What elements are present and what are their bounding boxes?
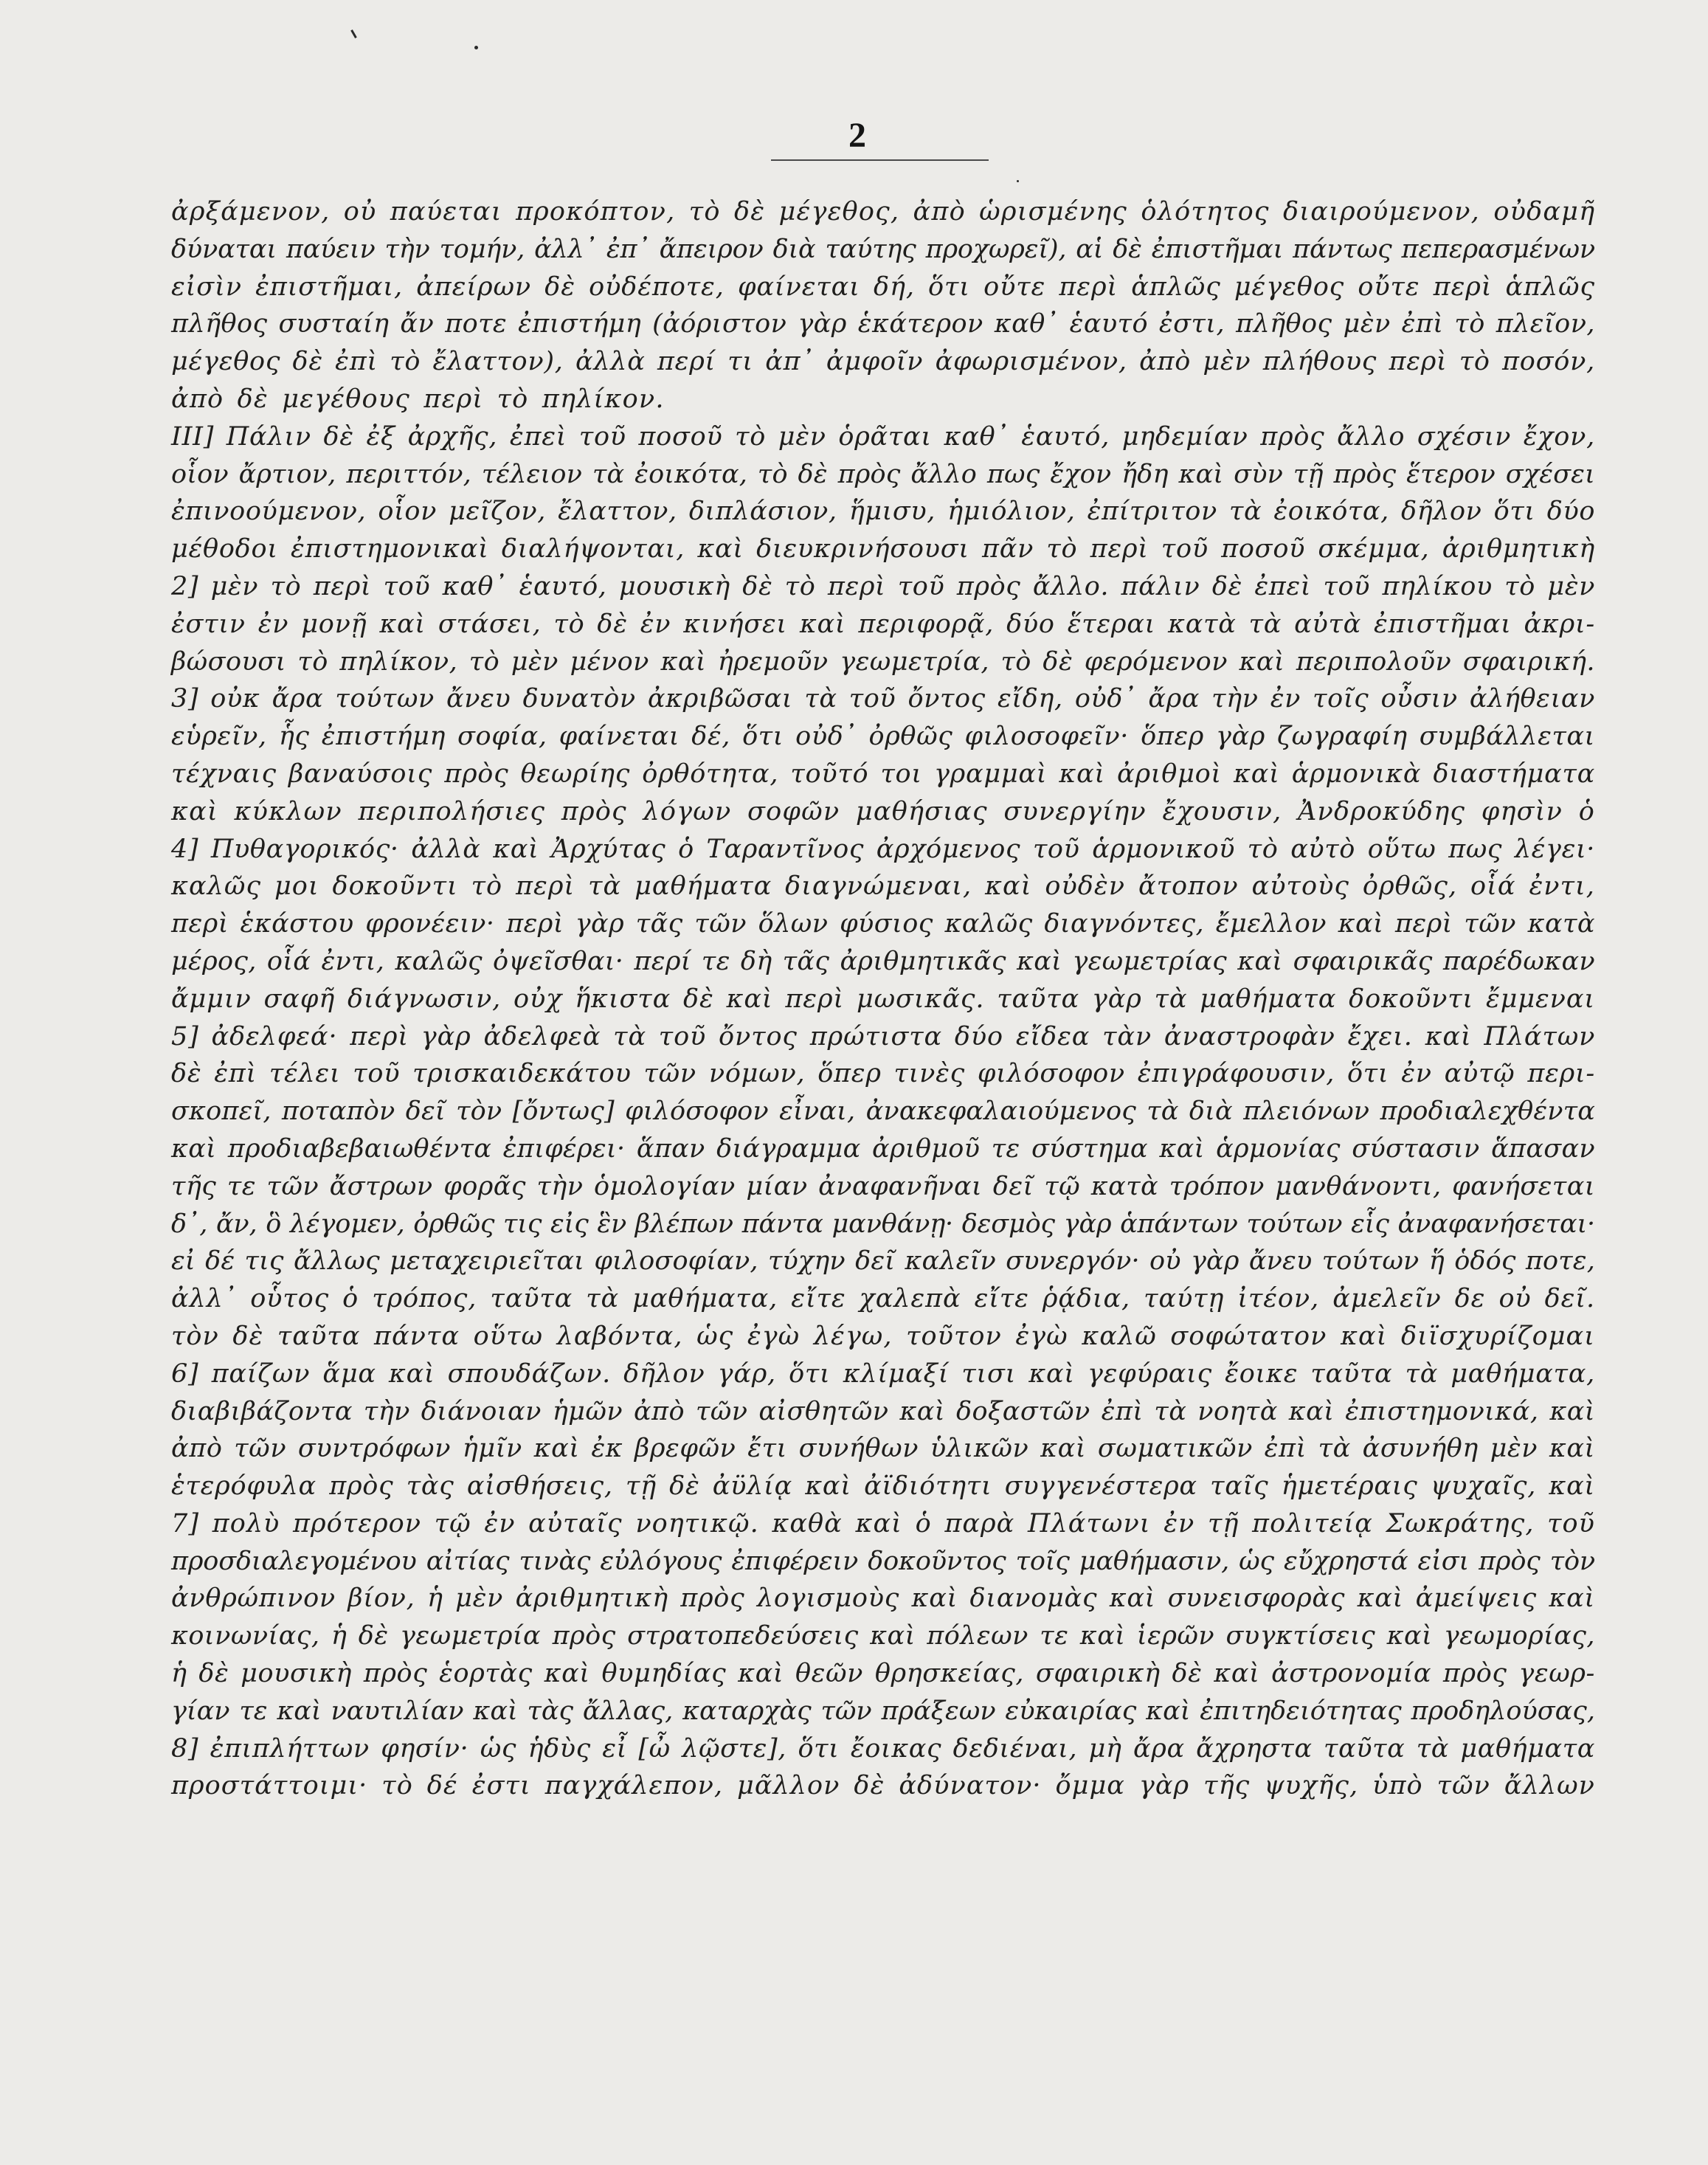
text-line: σκοπεῖ, ποταπὸν δεῖ τὸν [ὄντως] φιλόσοφον εἶναι, ἀνακεφαλαιούμενος τὰ διὰ πλειόνων προδιαλεχθέντα [171,1097,1595,1127]
text-line: εὑρεῖν, ἧς ἐπιστήμη σοφία, φαίνεται δέ, ὅτι οὐδ᾽ ὀρθῶς φιλοσοφεῖν· ὅπερ γὰρ ζωγραφίη συμβάλλεται [171,722,1595,752]
text-line: μέρος, οἷά ἐντι, καλῶς ὀψεῖσθαι· περί τε δὴ τᾶς ἀριθμητικᾶς καὶ γεωμετρίας καὶ σφαιρικᾶς παρέδωκαν [171,946,1595,976]
text-line: ἐπινοούμενον, οἷον μεῖζον, ἔλαττον, διπλάσιον, ἥμισυ, ἡμιόλιον, ἐπίτριτον τὰ ἐοικότα, δῆλον ὅτι δύο [171,497,1595,527]
text-line: δὲ ἐπὶ τέλει τοῦ τρισκαιδεκάτου τῶν νόμων, ὅπερ τινὲς φιλόσοφον ἐπιγράφουσιν, ὅτι ἐν αὐτῷ περι- [171,1059,1595,1089]
text-line: ἀλλ᾽ οὗτος ὁ τρόπος, ταῦτα τὰ μαθήματα, εἴτε χαλεπὰ εἴτε ῥᾴδια, ταύτῃ ἰτέον, ἀμελεῖν δε οὐ δεῖ. [171,1284,1595,1314]
text-line: ἀπὸ δὲ μεγέθους περὶ τὸ πηλίκον. [171,384,665,414]
text-line: τέχναις βαναύσοις πρὸς θεωρίης ὀρθότητα, τοῦτό τοι γραμμαὶ καὶ ἀριθμοὶ καὶ ἁρμονικὰ διαστήματα [171,759,1595,789]
text-line: III] Πάλιν δὲ ἐξ ἀρχῆς, ἐπεὶ τοῦ ποσοῦ τὸ μὲν ὁρᾶται καθ᾽ ἑαυτό, μηδεμίαν πρὸς ἄλλο σχέσιν ἔχον, [171,421,1595,452]
text-line: περὶ ἑκάστου φρονέειν· περὶ γὰρ τᾶς τῶν ὅλων φύσιος καλῶς διαγνόντες, ἔμελλον καὶ περὶ τῶν κατὰ [171,909,1595,939]
text-line: οἷον ἄρτιον, περιττόν, τέλειον τὰ ἐοικότα, τὸ δὲ πρὸς ἄλλο πως ἔχον ἤδη καὶ σὺν τῇ πρὸς ἕτερον σχέσει [171,459,1595,489]
text-line: 4] Πυθαγορικός· ἀλλὰ καὶ Ἀρχύτας ὁ Ταραντῖνος ἀρχόμενος τοῦ ἁρμονικοῦ τὸ αὐτὸ οὕτω πως λέγει· [171,834,1595,864]
text-line: μέθοδοι ἐπιστημονικαὶ διαλήψονται, καὶ διευκρινήσουσι πᾶν τὸ περὶ τοῦ ποσοῦ σκέμμα, ἀριθμητικὴ [171,534,1595,564]
text-line: ἄμμιν σαφῆ διάγνωσιν, οὐχ ἥκιστα δὲ καὶ περὶ μωσικᾶς. ταῦτα γὰρ τὰ μαθήματα δοκοῦντι ἔμμεναι [171,984,1595,1014]
text-line: τῆς τε τῶν ἄστρων φορᾶς τὴν ὁμολογίαν μίαν ἀναφανῆναι δεῖ τῷ κατὰ τρόπον μανθάνοντι, φανήσεται [171,1171,1595,1201]
text-line: 7] πολὺ πρότερον τῷ ἐν αὐταῖς νοητικῷ. καθὰ καὶ ὁ παρὰ Πλάτωνι ἐν τῇ πολιτείᾳ Σωκράτης, τοῦ [171,1508,1595,1539]
text-line: δύναται παύειν τὴν τομήν, ἀλλ᾽ ἐπ᾽ ἄπειρον διὰ ταύτης προχωρεῖ), αἱ δὲ ἐπιστῆμαι πάντως πεπερασμένων [171,234,1595,264]
text-line: δ᾽, ἄν, ὃ λέγομεν, ὀρθῶς τις εἰς ἓν βλέπων πάντα μανθάνῃ· δεσμὸς γὰρ ἁπάντων τούτων εἷς ἀναφανήσεται· [171,1209,1595,1239]
text-line: καὶ κύκλων περιπολήσιες πρὸς λόγων σοφῶν μαθήσιας συνεργίην ἔχουσιν, Ἀνδροκύδης φησὶν ὁ [171,796,1595,826]
text-line: πλῆθος συσταίη ἄν ποτε ἐπιστήμη (ἀόριστον γὰρ ἑκάτερον καθ᾽ ἑαυτό ἐστι, πλῆθος μὲν ἐπὶ τὸ πλεῖον, [171,309,1595,339]
ink-speck [474,46,478,49]
text-line: προστάττοιμι· τὸ δέ ἐστι παγχάλεπον, μᾶλλον δὲ ἀδύνατον· ὄμμα γὰρ τῆς ψυχῆς, ὑπὸ τῶν ἄλλων [171,1771,1595,1801]
text-line: καλῶς μοι δοκοῦντι τὸ περὶ τὰ μαθήματα διαγνώμεναι, καὶ οὐδὲν ἄτοπον αὐτοὺς ὀρθῶς, οἷά ἐντι, [171,871,1595,902]
text-line: ἐστιν ἐν μονῇ καὶ στάσει, τὸ δὲ ἐν κινήσει καὶ περιφορᾷ, δύο ἕτεραι κατὰ τὰ αὐτὰ ἐπιστῆμαι ἀκρι- [171,609,1595,639]
text-line: 3] οὐκ ἄρα τούτων ἄνευ δυνατὸν ἀκριβῶσαι τὰ τοῦ ὄντος εἴδη, οὐδ᾽ ἄρα τὴν ἐν τοῖς οὖσιν ἀλήθειαν [171,684,1595,714]
body-text [171,193,1595,1805]
text-line: διαβιβάζοντα τὴν διάνοιαν ἡμῶν ἀπὸ τῶν αἰσθητῶν καὶ δοξαστῶν ἐπὶ τὰ νοητὰ καὶ ἐπιστημονικά, καὶ [171,1396,1595,1426]
text-line: ἑτερόφυλα πρὸς τὰς αἰσθήσεις, τῇ δὲ ἀϋλίᾳ καὶ ἀϊδιότητι συγγενέστερα ταῖς ἡμετέραις ψυχαῖς, καὶ [171,1471,1595,1502]
text-line: καὶ προδιαβεβαιωθέντα ἐπιφέρει· ἅπαν διάγραμμα ἀριθμοῦ τε σύστημα καὶ ἁρμονίας σύστασιν ἅπασαν [171,1133,1595,1164]
text-line: μέγεθος δὲ ἐπὶ τὸ ἔλαττον), ἀλλὰ περί τι ἀπ᾽ ἀμφοῖν ἀφωρισμένον, ἀπὸ μὲν πλήθους περὶ τὸ ποσόν, [171,347,1595,377]
text-line: εἰ δέ τις ἄλλως μεταχειριεῖται φιλοσοφίαν, τύχην δεῖ καλεῖν συνεργόν· οὐ γὰρ ἄνευ τούτων ἥ ὁδός ποτε, [171,1246,1595,1277]
text-line: 6] παίζων ἅμα καὶ σπουδάζων. δῆλον γάρ, ὅτι κλίμαξί τισι καὶ γεφύραις ἔοικε ταῦτα τὰ μαθήματα, [171,1358,1595,1389]
text-line: ἀρξάμενον, οὐ παύεται προκόπτον, τὸ δὲ μέγεθος, ἀπὸ ὡρισμένης ὁλότητος διαιρούμενον, οὐδαμῆ [171,197,1596,227]
text-line: προσδιαλεγομένου αἰτίας τινὰς εὐλόγους ἐπιφέρειν δοκοῦντος τοῖς μαθήμασιν, ὡς εὔχρηστά εἰσι πρὸς τὸν [171,1546,1595,1576]
text-line: ἡ δὲ μουσικὴ πρὸς ἑορτὰς καὶ θυμηδίας καὶ θεῶν θρησκείας, σφαιρικὴ δὲ καὶ ἀστρονομία πρὸς γεωρ- [171,1659,1595,1689]
ink-speck [1017,180,1019,182]
text-line: ἀνθρώπινον βίον, ἡ μὲν ἀριθμητικὴ πρὸς λογισμοὺς καὶ διανομὰς καὶ συνεισφορὰς καὶ ἀμείψεις καὶ [171,1584,1595,1614]
text-line: 5] ἀδελφεά· περὶ γὰρ ἀδελφεὰ τὰ τοῦ ὄντος πρώτιστα δύο εἴδεα τὰν ἀναστροφὰν ἔχει. καὶ Πλάτων [171,1021,1596,1052]
ink-speck [350,30,357,38]
text-line: κοινωνίας, ἡ δὲ γεωμετρία πρὸς στρατοπεδεύσεις καὶ πόλεων τε καὶ ἱερῶν συγκτίσεις καὶ γεωμορίας, [171,1621,1595,1651]
text-line: εἰσὶν ἐπιστῆμαι, ἀπείρων δὲ οὐδέποτε, φαίνεται δή, ὅτι οὔτε περὶ ἁπλῶς μέγεθος οὔτε περὶ ἁπλῶς [171,272,1595,302]
text-line: 2] μὲν τὸ περὶ τοῦ καθ᾽ ἑαυτό, μουσικὴ δὲ τὸ περὶ τοῦ πρὸς ἄλλο. πάλιν δὲ ἐπεὶ τοῦ πηλίκου τὸ μὲν [171,571,1595,601]
page-number: 2 [848,116,866,155]
text-line: γίαν τε καὶ ναυτιλίαν καὶ τὰς ἄλλας, καταρχὰς τῶν πράξεων εὐκαιρίας καὶ ἐπιτηδειότητας προδηλούσας, [171,1696,1595,1726]
text-line: ἀπὸ τῶν συντρόφων ἡμῖν καὶ ἐκ βρεφῶν ἔτι συνήθων ὑλικῶν καὶ σωματικῶν ἐπὶ τὰ ἀσυνήθη μὲν καὶ [171,1434,1595,1464]
header-rule [771,159,989,161]
text-line: τὸν δὲ ταῦτα πάντα οὕτω λαβόντα, ὡς ἐγὼ λέγω, τοῦτον ἐγὼ καλῶ σοφώτατον καὶ διϊσχυρίζομαι [171,1321,1595,1351]
text-line: 8] ἐπιπλήττων φησίν· ὡς ἡδὺς εἶ [ὦ λῷστε], ὅτι ἔοικας δεδιέναι, μὴ ἄρα ἄχρηστα ταῦτα τὰ μαθήματα [171,1733,1595,1764]
text-line: βώσουσι τὸ πηλίκον, τὸ μὲν μένον καὶ ἠρεμοῦν γεωμετρία, τὸ δὲ φερόμενον καὶ περιπολοῦν σφαιρική. [171,646,1595,677]
